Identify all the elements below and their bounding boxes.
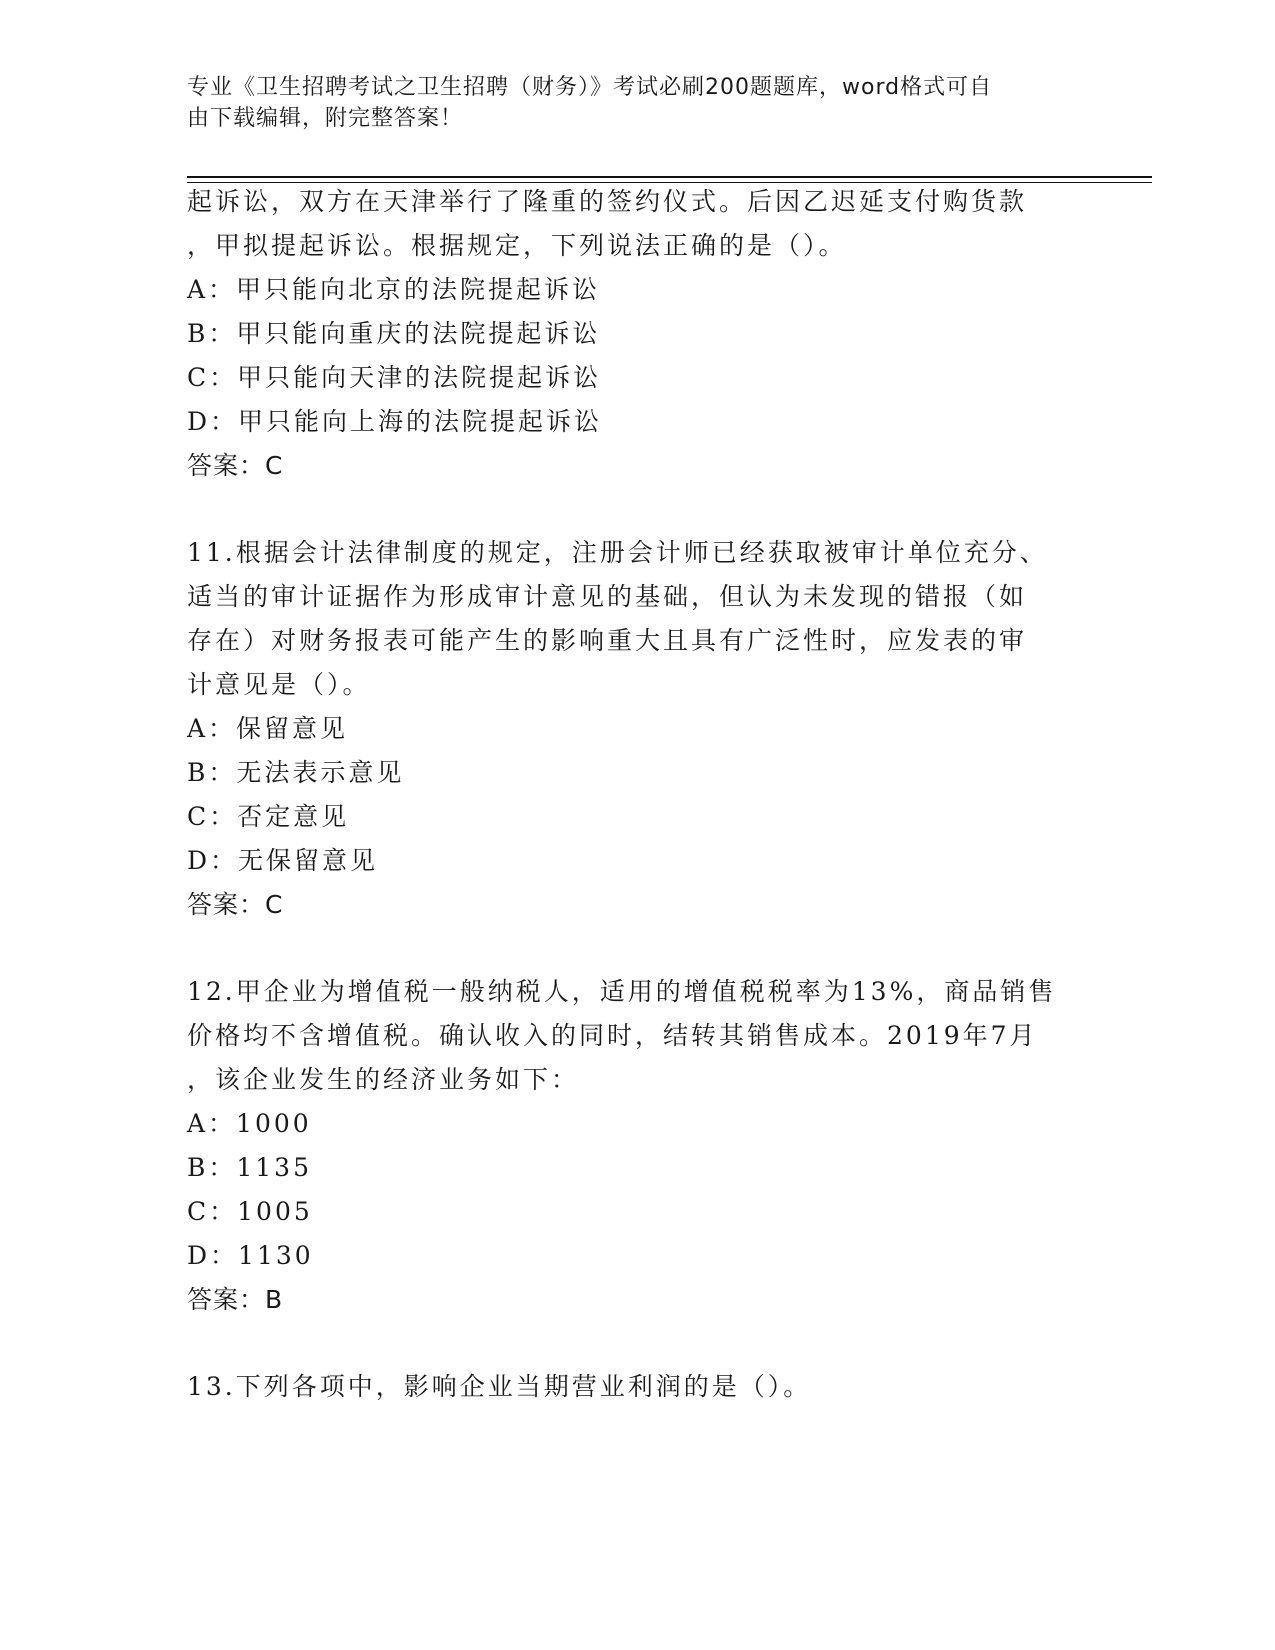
header-line-1: 专业《卫生招聘考试之卫生招聘（财务）》考试必刷200题题库，word格式可自: [187, 75, 993, 100]
q12-answer: 答案：B: [187, 1285, 284, 1314]
q10-option-a: A：甲只能向北京的法院提起诉讼: [187, 275, 601, 304]
q11-option-c: C：否定意见: [187, 802, 350, 831]
q12-stem-line-1: 12.甲企业为增值税一般纳税人，适用的增值税税率为13%，商品销售: [187, 977, 1057, 1006]
q10-option-d: D：甲只能向上海的法院提起诉讼: [187, 407, 603, 436]
q11-stem-line-4: 计意见是（）。: [187, 670, 371, 699]
document-header: [187, 72, 1077, 134]
q12-option-b: B：1135: [187, 1153, 312, 1182]
q11-option-b: B：无法表示意见: [187, 758, 405, 787]
header-line-2: 由下载编辑，附完整答案！: [187, 106, 464, 131]
q11-stem-line-3: 存在）对财务报表可能产生的影响重大且具有广泛性时，应发表的审: [187, 626, 1028, 655]
q11-answer: 答案：C: [187, 890, 284, 919]
q10-option-b: B：甲只能向重庆的法院提起诉讼: [187, 319, 601, 348]
q11-option-a: A：保留意见: [187, 714, 349, 743]
q11-stem-line-2: 适当的审计证据作为形成审计意见的基础，但认为未发现的错报（如: [187, 582, 1028, 611]
q12-option-a: A：1000: [187, 1109, 312, 1138]
q10-option-c: C：甲只能向天津的法院提起诉讼: [187, 363, 602, 392]
q11-stem-line-1: 11.根据会计法律制度的规定，注册会计师已经获取被审计单位充分、: [187, 538, 1048, 567]
q10-stem-line-2: ，甲拟提起诉讼。根据规定，下列说法正确的是（）。: [187, 231, 847, 260]
header-rule-thin: [187, 182, 1152, 183]
q11-option-d: D：无保留意见: [187, 846, 379, 875]
q12-option-c: C：1005: [187, 1197, 313, 1226]
q12-stem-line-3: ，该企业发生的经济业务如下：: [187, 1065, 580, 1094]
q10-stem-line-1: 起诉讼，双方在天津举行了隆重的签约仪式。后因乙迟延支付购货款: [187, 187, 1028, 216]
q13-stem-line-1: 13.下列各项中，影响企业当期营业利润的是（）。: [187, 1372, 812, 1401]
q12-option-d: D：1130: [187, 1241, 314, 1270]
q12-stem-line-2: 价格均不含增值税。确认收入的同时，结转其销售成本。2019年7月: [187, 1021, 1038, 1050]
q10-answer: 答案：C: [187, 451, 284, 480]
header-rule-thick: [187, 176, 1152, 178]
